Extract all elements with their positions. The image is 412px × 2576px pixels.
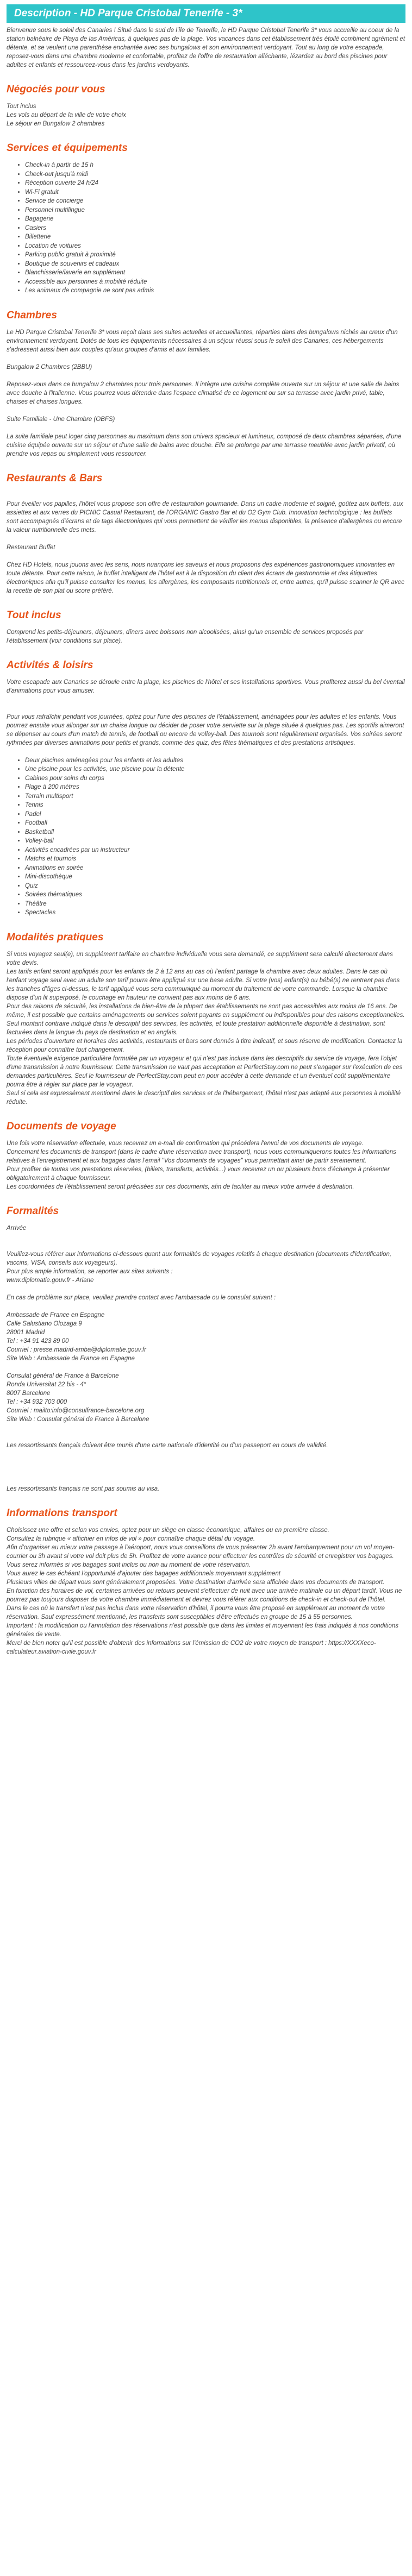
restaurants-title: Restaurants & Bars bbox=[7, 472, 103, 484]
formalites-text: Les ressortissants français ne sont pas soumis au visa. bbox=[7, 1485, 160, 1492]
list-item: • Animations en soirée bbox=[25, 864, 405, 873]
transport-line: Dans le cas où le transfert n'est pas inclus dans votre réservation d'hôtel, il pourra vous être proposé en supplément au moment de votre réservation. Sauf expressément mentionné, les transferts sont susceptibles d'être effectués en groupe de 15 à 55 personnes. bbox=[7, 1605, 385, 1620]
list-item: • Personnel multilingue bbox=[25, 206, 405, 215]
services-list bbox=[7, 161, 405, 296]
list-item: • Deux piscines aménagées pour les enfants et les adultes bbox=[25, 756, 405, 765]
list-item: • Location de voitures bbox=[25, 242, 405, 251]
negocies-line: Le séjour en Bungalow 2 chambres bbox=[7, 121, 105, 127]
list-item: • Check-in à partir de 15 h bbox=[25, 161, 405, 170]
activites-text: Pour vous rafraîchir pendant vos journées, optez pour l'une des piscines de l'établissement, aménagées pour les adultes et les enfants. Vous pourrez ensuite vous allonger sur un chaise longue ou décider de poser votre serviette sur la plage située à quelques pas. Les sportifs aimeront se dépenser au cours d'un match de tennis, de football ou encore de volley-ball. Des tournois sont régulièrement organisés. Vos soirées seront rythmées par diverses animations pour petits et grands, comme des quiz, des fêtes thématiques et des prestations artistiques. bbox=[7, 713, 404, 746]
negocies-section bbox=[7, 84, 405, 128]
transport-line: En fonction des horaires de vol, certaines arrivées ou retours peuvent s'effectuer de nuit avec une arrivée matinale ou un départ tardif. Vous ne pourrez pas toujours disposer de votre chambre immédiatement et devrez vous référer aux conditions de check-in et check-out de l'hôtel. bbox=[7, 1587, 402, 1603]
restaurant-description: Chez HD Hotels, nous jouons avec les sens, nous nuançons les saveurs et nous proposons des expériences gastronomiques innovantes en toute détente. Pour cette raison, le buffet intelligent de l'hôtel est à la disposition du client des écrans de gastronomie et des étiquettes électroniques afin qu'il puisse consulter les menus, les allergènes, les composants nutritionnels et, entre autres, qu'il puisse scanner le QR avec la recette de son plat ou score préféré. bbox=[7, 561, 404, 594]
list-item: • Bagagerie bbox=[25, 215, 405, 224]
embassy-line: Ambassade de France en Espagne bbox=[7, 1311, 105, 1318]
list-item: • Terrain multisport bbox=[25, 792, 405, 801]
intro-text: Bienvenue sous le soleil des Canaries ! Situé dans le sud de l'île de Tenerife, le HD Parque Cristobal Tenerife 3* vous accueille au coeur de la station balnéaire de Playa de las Américas, à quelques pas de la plage. Vos vacances dans cet établissement très étoilé combinent agrément et détente, et se veulent une parenthèse enchantée avec ses bungalows et son environnement verdoyant. Tout au long de votre escapade, reposez-vous dans une chambre moderne et confortable, profitez de l'offre de restauration alléchante, lézardez au bord des piscines pour adultes et enfants et ressourcez-vous dans les jardins verdoyants. bbox=[7, 27, 405, 68]
modalites-title: Modalités pratiques bbox=[7, 931, 104, 943]
room-description: La suite familiale peut loger cinq personnes au maximum dans son univers spacieux et lumineux, composé de deux chambres séparées, d'une cuisine équipée ouverte sur un séjour et d'une salle de bains avec douche. Elle se prolonge par une terrasse meublée avec jardin privatif, où prendre vos repas ou simplement vous ressourcer. bbox=[7, 433, 402, 457]
modalites-line: Seul si cela est expressément mentionné dans le descriptif des services et de l'hébergement, l'hôtel n'est pas adapté aux personnes à mobilité réduite. bbox=[7, 1090, 401, 1105]
negocies-line: Tout inclus bbox=[7, 103, 36, 110]
formalites-section bbox=[7, 1205, 405, 1493]
transport-line: Vous aurez le cas échéant l'opportunité d'ajouter des bagages additionnels moyennant supplément bbox=[7, 1570, 280, 1577]
transport-line: Consultez la rubrique « affichier en infos de vol » pour connaître chaque détail du voyage. bbox=[7, 1535, 255, 1542]
list-item: • Tennis bbox=[25, 801, 405, 810]
modalites-line: Si vous voyagez seul(e), un supplément tarifaire en chambre individuelle vous sera demandé, ce supplément sera calculé directement dans votre devis. bbox=[7, 951, 393, 966]
chambres-intro: Le HD Parque Cristobal Tenerife 3* vous reçoit dans ses suites actuelles et accueillantes, réparties dans des bungalows nichés au creux d'un environnement verdoyant. Dotés de tous les équipements nécessaires à un séjour réussi sous le soleil des Canaries, ces hébergements s'adressent aussi bien aux couples qu'aux groupes d'amis et aux familles. bbox=[7, 329, 398, 353]
modalites-line: Les périodes d'ouverture et horaires des activités, restaurants et bars sont donnés à titre indicatif, et sous réserve de modification. Contactez la réception pour connaître tout changement. bbox=[7, 1038, 403, 1053]
list-item: • Spectacles bbox=[25, 908, 405, 918]
list-item: • Une piscine pour les activités, une piscine pour la détente bbox=[25, 765, 405, 774]
tout-inclus-section bbox=[7, 610, 405, 645]
list-item: • Cabines pour soins du corps bbox=[25, 774, 405, 783]
list-item: • Basketball bbox=[25, 828, 405, 837]
list-item: • Matchs et tournois bbox=[25, 855, 405, 864]
consulate-line[interactable]: Courriel : mailto:info@consulfrance-barcelone.org bbox=[7, 1407, 145, 1414]
list-item: • Casiers bbox=[25, 224, 405, 233]
documents-section bbox=[7, 1121, 405, 1191]
transport-line: Afin d'organiser au mieux votre passage à l'aéroport, nous vous conseillons de vous présenter 2h avant l'embarquement pour un vol moyen-courrier ou 3h avant si votre vol doit plus de 5h. Profitez de votre avance pour effectuer les contrôles de sécurité et enregistrer vos bagages. bbox=[7, 1544, 395, 1560]
transport-line: Important : la modification ou l'annulation des réservations n'est possible que dans les limites et moyennant les frais indiqués à nos conditions générales de vente. bbox=[7, 1622, 398, 1638]
list-item: • Football bbox=[25, 819, 405, 828]
chambres-section bbox=[7, 310, 405, 458]
consulate-line: Tel : +34 932 703 000 bbox=[7, 1398, 67, 1405]
page-title: Description - HD Parque Cristobal Tenerife - 3* bbox=[7, 4, 405, 23]
room-description: Reposez-vous dans ce bungalow 2 chambres pour trois personnes. Il intègre une cuisine complète ouverte sur un séjour et une salle de bains avec douche à l'italienne. Vous pourrez vous détendre dans l'espace climatisé de ce logement ou sur sa terrasse avec jardin privé, table, chaises et chaises longues. bbox=[7, 381, 399, 405]
list-item: • Wi-Fi gratuit bbox=[25, 188, 405, 197]
chambres-title: Chambres bbox=[7, 309, 57, 321]
list-item: • Volley-ball bbox=[25, 837, 405, 846]
restaurants-section bbox=[7, 473, 405, 595]
list-item: • Mini-discothèque bbox=[25, 872, 405, 882]
list-item: • Billetterie bbox=[25, 233, 405, 242]
consulate-line: Consulat général de France à Barcelone bbox=[7, 1372, 119, 1379]
negocies-line: Les vols au départ de la ville de votre choix bbox=[7, 112, 126, 118]
documents-title: Documents de voyage bbox=[7, 1120, 116, 1132]
modalites-line: Toute éventuelle exigence particulière formulée par un voyageur et qui n'est pas incluse dans les descriptifs du service de voyage, fera l'objet d'une transmission à notre fournisseur. Cette transmission ne vaut pas acceptation et PerfectStay.com ne peut s'engager sur l'exécution de ces demandes particulières. Seul le fournisseur de PerfectStay.com peut en pour accéder à cette demande et un éventuel coût supplémentaire pourra être à régler sur place par le voyageur. bbox=[7, 1055, 403, 1088]
modalites-line: Pour des raisons de sécurité, les installations de bien-être de la plupart des établissements ne sont pas accessibles aux moins de 16 ans. De même, il est possible que certains aménagements ou services soient payants en supplément ou indisponibles pour des raisons exceptionnelles. bbox=[7, 1003, 405, 1019]
documents-line: Les coordonnées de l'établissement seront précisées sur ces documents, afin de faciliter au mieux votre arrivée à destination. bbox=[7, 1183, 354, 1190]
transport-line[interactable]: Merci de bien noter qu'il est possible d'obtenir des informations sur l'émission de CO2 de votre moyen de transport : https://XXXXeco-calculateur.aviation-civile.gouv.fr bbox=[7, 1639, 376, 1655]
activites-section bbox=[7, 659, 405, 918]
embassy-line: Tel : +34 91 423 89 00 bbox=[7, 1337, 69, 1344]
formalites-text: Veuillez-vous référer aux informations ci-dessous quant aux formalités de voyages relatifs à chaque destination (documents d'identification, vaccins, VISA, conseils aux voyageurs). bbox=[7, 1251, 392, 1266]
consulate-line: Ronda Universitat 22 bis - 4° bbox=[7, 1381, 86, 1388]
transport-line: Plusieurs villes de départ vous sont généralement proposées. Votre destination d'arrivée sera affichée dans vos documents de transport. bbox=[7, 1579, 385, 1586]
embassy-line[interactable]: Courriel : presse.madrid-amba@diplomatie.gouv.fr bbox=[7, 1346, 146, 1353]
formalites-link[interactable]: www.diplomatie.gouv.fr - Ariane bbox=[7, 1277, 94, 1284]
tout-inclus-title: Tout inclus bbox=[7, 609, 61, 621]
list-item: • Les animaux de compagnie ne sont pas admis bbox=[25, 286, 405, 296]
modalites-section bbox=[7, 932, 405, 1107]
transport-section bbox=[7, 1507, 405, 1656]
list-item: • Soirées thématiques bbox=[25, 890, 405, 900]
room-name: Bungalow 2 Chambres (2BBU) bbox=[7, 363, 92, 370]
documents-line: Pour profiter de toutes vos prestations réservées, (billets, transferts, activités...) vous recevrez un ou plusieurs bons d'échange à présenter obligatoirement à chaque fournisseur. bbox=[7, 1166, 390, 1182]
embassy-line: 28001 Madrid bbox=[7, 1329, 45, 1336]
list-item: • Check-out jusqu'à midi bbox=[25, 170, 405, 179]
formalites-text: En cas de problème sur place, veuillez prendre contact avec l'ambassade ou le consulat suivant : bbox=[7, 1294, 276, 1301]
formalites-text: Les ressortissants français doivent être munis d'une carte nationale d'identité ou d'un passeport en cours de validité. bbox=[7, 1442, 328, 1449]
consulate-address bbox=[7, 1372, 405, 1424]
activites-title: Activités & loisirs bbox=[7, 659, 93, 671]
list-item: • Parking public gratuit à proximité bbox=[25, 250, 405, 260]
consulate-line: 8007 Barcelone bbox=[7, 1390, 51, 1397]
formalites-text: Pour plus ample information, se reporter aux sites suivants : bbox=[7, 1268, 173, 1275]
list-item: • Accessible aux personnes à mobilité réduite bbox=[25, 278, 405, 287]
restaurant-name: Restaurant Buffet bbox=[7, 544, 55, 551]
services-title: Services et équipements bbox=[7, 142, 128, 154]
activites-intro: Votre escapade aux Canaries se déroule entre la plage, les piscines de l'hôtel et ses installations sportives. Vous profiterez aussi du bel éventail d'animations pour vous amuser. bbox=[7, 678, 405, 694]
list-item: • Boutique de souvenirs et cadeaux bbox=[25, 260, 405, 269]
activites-list bbox=[7, 756, 405, 918]
list-item: • Quiz bbox=[25, 882, 405, 891]
embassy-line[interactable]: Site Web : Ambassade de France en Espagne bbox=[7, 1355, 135, 1362]
transport-title: Informations transport bbox=[7, 1507, 117, 1519]
list-item: • Réception ouverte 24 h/24 bbox=[25, 179, 405, 188]
documents-line: Concernant les documents de transport (dans le cadre d'une réservation avec transport), nous vous communiquerons toutes les informations relatives à l'enregistrement et aux bagages dans l'email "Vos documents de voyages" vous permettant ainsi de partir sereinement. bbox=[7, 1148, 396, 1164]
list-item: • Activités encadrées par un instructeur bbox=[25, 846, 405, 855]
list-item: • Padel bbox=[25, 810, 405, 819]
list-item: • Blanchisserie/laverie en supplément bbox=[25, 268, 405, 278]
transport-line: Vous serez informés si vos bagages sont inclus ou non au moment de votre réservation. bbox=[7, 1561, 251, 1568]
formalites-title: Formalités bbox=[7, 1205, 59, 1217]
services-section bbox=[7, 142, 405, 296]
documents-line: Une fois votre réservation effectuée, vous recevrez un e-mail de confirmation qui précédera l'envoi de vos documents de voyage. bbox=[7, 1140, 364, 1147]
restaurants-text: Pour éveiller vos papilles, l'hôtel vous propose son offre de restauration gourmande. Dans un cadre moderne et soigné, goûtez aux buffets, aux assiettes et aux verres du PICNIC Casual Restaurant, de l'ORGANIC Gastro Bar et du O2 Gym Club. Innovation technologique : les buffets sont accompagnés d'écrans et de tags électroniques qui vous permettent de vérifier les menus disponibles, la présence d'allergènes ou encore la valeur nutritionnelle des mets. bbox=[7, 500, 403, 533]
tout-inclus-text: Comprend les petits-déjeuners, déjeuners, dîners avec boissons non alcoolisées, ainsi qu'un ensemble de services proposés par l'établissement (voir conditions sur place). bbox=[7, 629, 364, 644]
room-name: Suite Familiale - Une Chambre (OBFS) bbox=[7, 416, 115, 423]
list-item: • Plage à 200 mètres bbox=[25, 783, 405, 792]
consulate-line[interactable]: Site Web : Consulat général de France à Barcelone bbox=[7, 1416, 149, 1423]
embassy-address bbox=[7, 1311, 405, 1363]
formalites-subtitle: Arrivée bbox=[7, 1224, 27, 1232]
negocies-title: Négociés pour vous bbox=[7, 84, 105, 95]
transport-line: Choisissez une offre et selon vos envies, optez pour un siège en classe économique, affaires ou en première classe. bbox=[7, 1526, 329, 1534]
embassy-line: Calle Salustiano Olozaga 9 bbox=[7, 1320, 82, 1327]
list-item: • Théâtre bbox=[25, 900, 405, 909]
modalites-line: Seul montant contraire indiqué dans le descriptif des services, les activités, et toute prestation additionnelle disponible à destination, sont facturées dans la langue du pays de destination et en anglais. bbox=[7, 1020, 385, 1036]
list-item: • Service de concierge bbox=[25, 197, 405, 206]
modalites-line: Les tarifs enfant seront appliqués pour les enfants de 2 à 12 ans au cas où l'enfant partage la chambre avec deux adultes. Dans le cas où l'enfant voyage seul avec un adulte son tarif pourra être appliqué sur une base adulte. Si votre (vos) enfant(s) ou bébé(s) ne rentrent pas dans les tranches d'âges ci-dessus, le tarif appliqué vous sera communiqué au moment du traitement de votre commande. Lorsque la chambre dispose d'un lit superposé, le couchage en hauteur ne convient pas aux moins de 6 ans. bbox=[7, 968, 400, 1001]
